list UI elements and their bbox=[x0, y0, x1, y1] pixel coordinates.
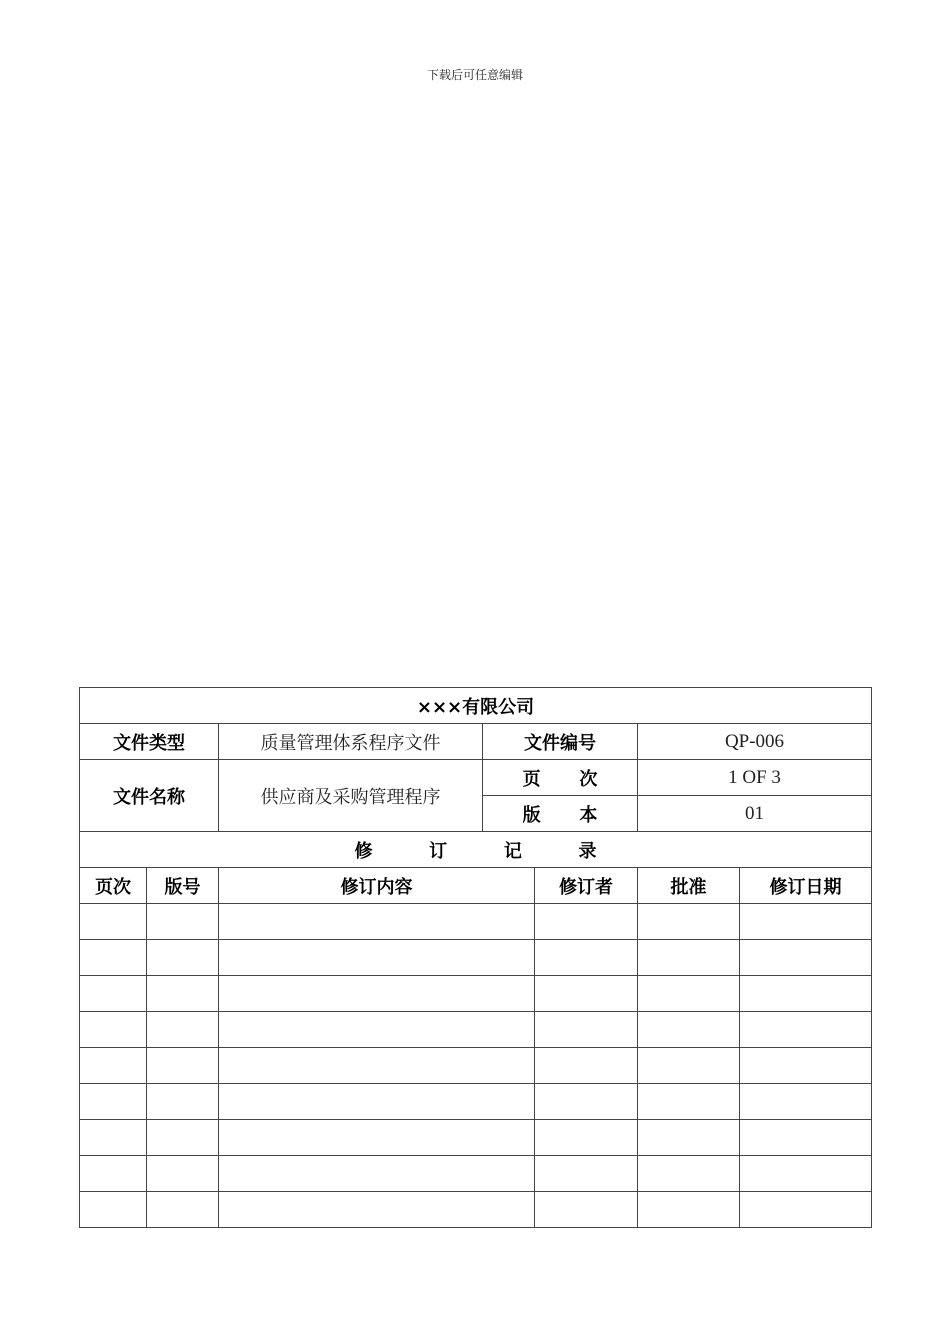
doc-no-label: 文件编号 bbox=[483, 724, 638, 760]
cell-page bbox=[80, 1084, 147, 1120]
cell-reviser bbox=[535, 940, 638, 976]
document-control-table bbox=[79, 687, 872, 1228]
version-label bbox=[483, 796, 638, 832]
cell-content bbox=[219, 976, 535, 1012]
cell-version bbox=[147, 1084, 219, 1120]
cell-date bbox=[740, 1084, 872, 1120]
cell-version bbox=[147, 904, 219, 940]
cell-date bbox=[740, 1048, 872, 1084]
revision-title bbox=[80, 832, 872, 868]
page-value: 1 OF 3 bbox=[638, 760, 872, 796]
cell-reviser bbox=[535, 1192, 638, 1228]
cell-date bbox=[740, 1120, 872, 1156]
cell-date bbox=[740, 940, 872, 976]
column-header-approval: 批准 bbox=[638, 868, 740, 904]
cell-reviser bbox=[535, 1120, 638, 1156]
cell-content bbox=[219, 1120, 535, 1156]
table-row bbox=[80, 1156, 872, 1192]
cell-approval bbox=[638, 904, 740, 940]
cell-approval bbox=[638, 1120, 740, 1156]
cell-reviser bbox=[535, 976, 638, 1012]
cell-approval bbox=[638, 1048, 740, 1084]
cell-reviser bbox=[535, 1012, 638, 1048]
cell-content bbox=[219, 940, 535, 976]
doc-name-value: 供应商及采购管理程序 bbox=[219, 760, 483, 832]
table-row bbox=[80, 976, 872, 1012]
column-header-reviser: 修订者 bbox=[535, 868, 638, 904]
doc-name-label: 文件名称 bbox=[80, 760, 219, 832]
cell-date bbox=[740, 976, 872, 1012]
cell-approval bbox=[638, 976, 740, 1012]
company-row bbox=[80, 688, 872, 724]
cell-version bbox=[147, 976, 219, 1012]
cell-date bbox=[740, 904, 872, 940]
doc-no-value: QP-006 bbox=[638, 724, 872, 760]
cell-content bbox=[219, 1048, 535, 1084]
cell-page bbox=[80, 1120, 147, 1156]
cell-approval bbox=[638, 1156, 740, 1192]
doc-type-label: 文件类型 bbox=[80, 724, 219, 760]
cell-version bbox=[147, 1048, 219, 1084]
header-note: 下载后可任意编辑 bbox=[426, 68, 523, 82]
doc-type-value: 质量管理体系程序文件 bbox=[219, 724, 483, 760]
cell-approval bbox=[638, 940, 740, 976]
cell-page bbox=[80, 1048, 147, 1084]
table-row bbox=[80, 1084, 872, 1120]
cell-date bbox=[740, 1012, 872, 1048]
column-header-content: 修订内容 bbox=[219, 868, 535, 904]
table-row bbox=[80, 940, 872, 976]
cell-date bbox=[740, 1156, 872, 1192]
table-row bbox=[80, 1192, 872, 1228]
cell-version bbox=[147, 1192, 219, 1228]
cell-page bbox=[80, 1012, 147, 1048]
cell-page bbox=[80, 976, 147, 1012]
cell-page bbox=[80, 1192, 147, 1228]
cell-page bbox=[80, 904, 147, 940]
column-header-version: 版号 bbox=[147, 868, 219, 904]
table-row bbox=[80, 1012, 872, 1048]
cell-approval bbox=[638, 1192, 740, 1228]
page-label bbox=[483, 760, 638, 796]
cell-content bbox=[219, 1192, 535, 1228]
cell-content bbox=[219, 904, 535, 940]
cell-content bbox=[219, 1156, 535, 1192]
cell-reviser bbox=[535, 1156, 638, 1192]
doc-name-row bbox=[80, 760, 872, 796]
revision-title-text: 修 订 记 录 bbox=[354, 840, 622, 862]
version-label-text: 版 本 bbox=[522, 804, 614, 826]
column-header-date: 修订日期 bbox=[740, 868, 872, 904]
cell-content bbox=[219, 1012, 535, 1048]
cell-version bbox=[147, 1156, 219, 1192]
version-value: 01 bbox=[638, 796, 872, 832]
revision-header-row bbox=[80, 868, 872, 904]
cell-date bbox=[740, 1192, 872, 1228]
cell-version bbox=[147, 940, 219, 976]
cell-version bbox=[147, 1120, 219, 1156]
cell-page bbox=[80, 1156, 147, 1192]
cell-approval bbox=[638, 1084, 740, 1120]
table-row bbox=[80, 1048, 872, 1084]
cell-reviser bbox=[535, 1084, 638, 1120]
table-row bbox=[80, 904, 872, 940]
revision-rows bbox=[80, 904, 872, 1228]
cell-page bbox=[80, 940, 147, 976]
company-name: ×××有限公司 bbox=[80, 688, 872, 724]
table-row bbox=[80, 1120, 872, 1156]
page-label-text: 页 次 bbox=[522, 768, 614, 790]
cell-approval bbox=[638, 1012, 740, 1048]
cell-version bbox=[147, 1012, 219, 1048]
cell-content bbox=[219, 1084, 535, 1120]
cell-reviser bbox=[535, 904, 638, 940]
cell-reviser bbox=[535, 1048, 638, 1084]
doc-type-row bbox=[80, 724, 872, 760]
column-header-page: 页次 bbox=[80, 868, 147, 904]
revision-title-row bbox=[80, 832, 872, 868]
